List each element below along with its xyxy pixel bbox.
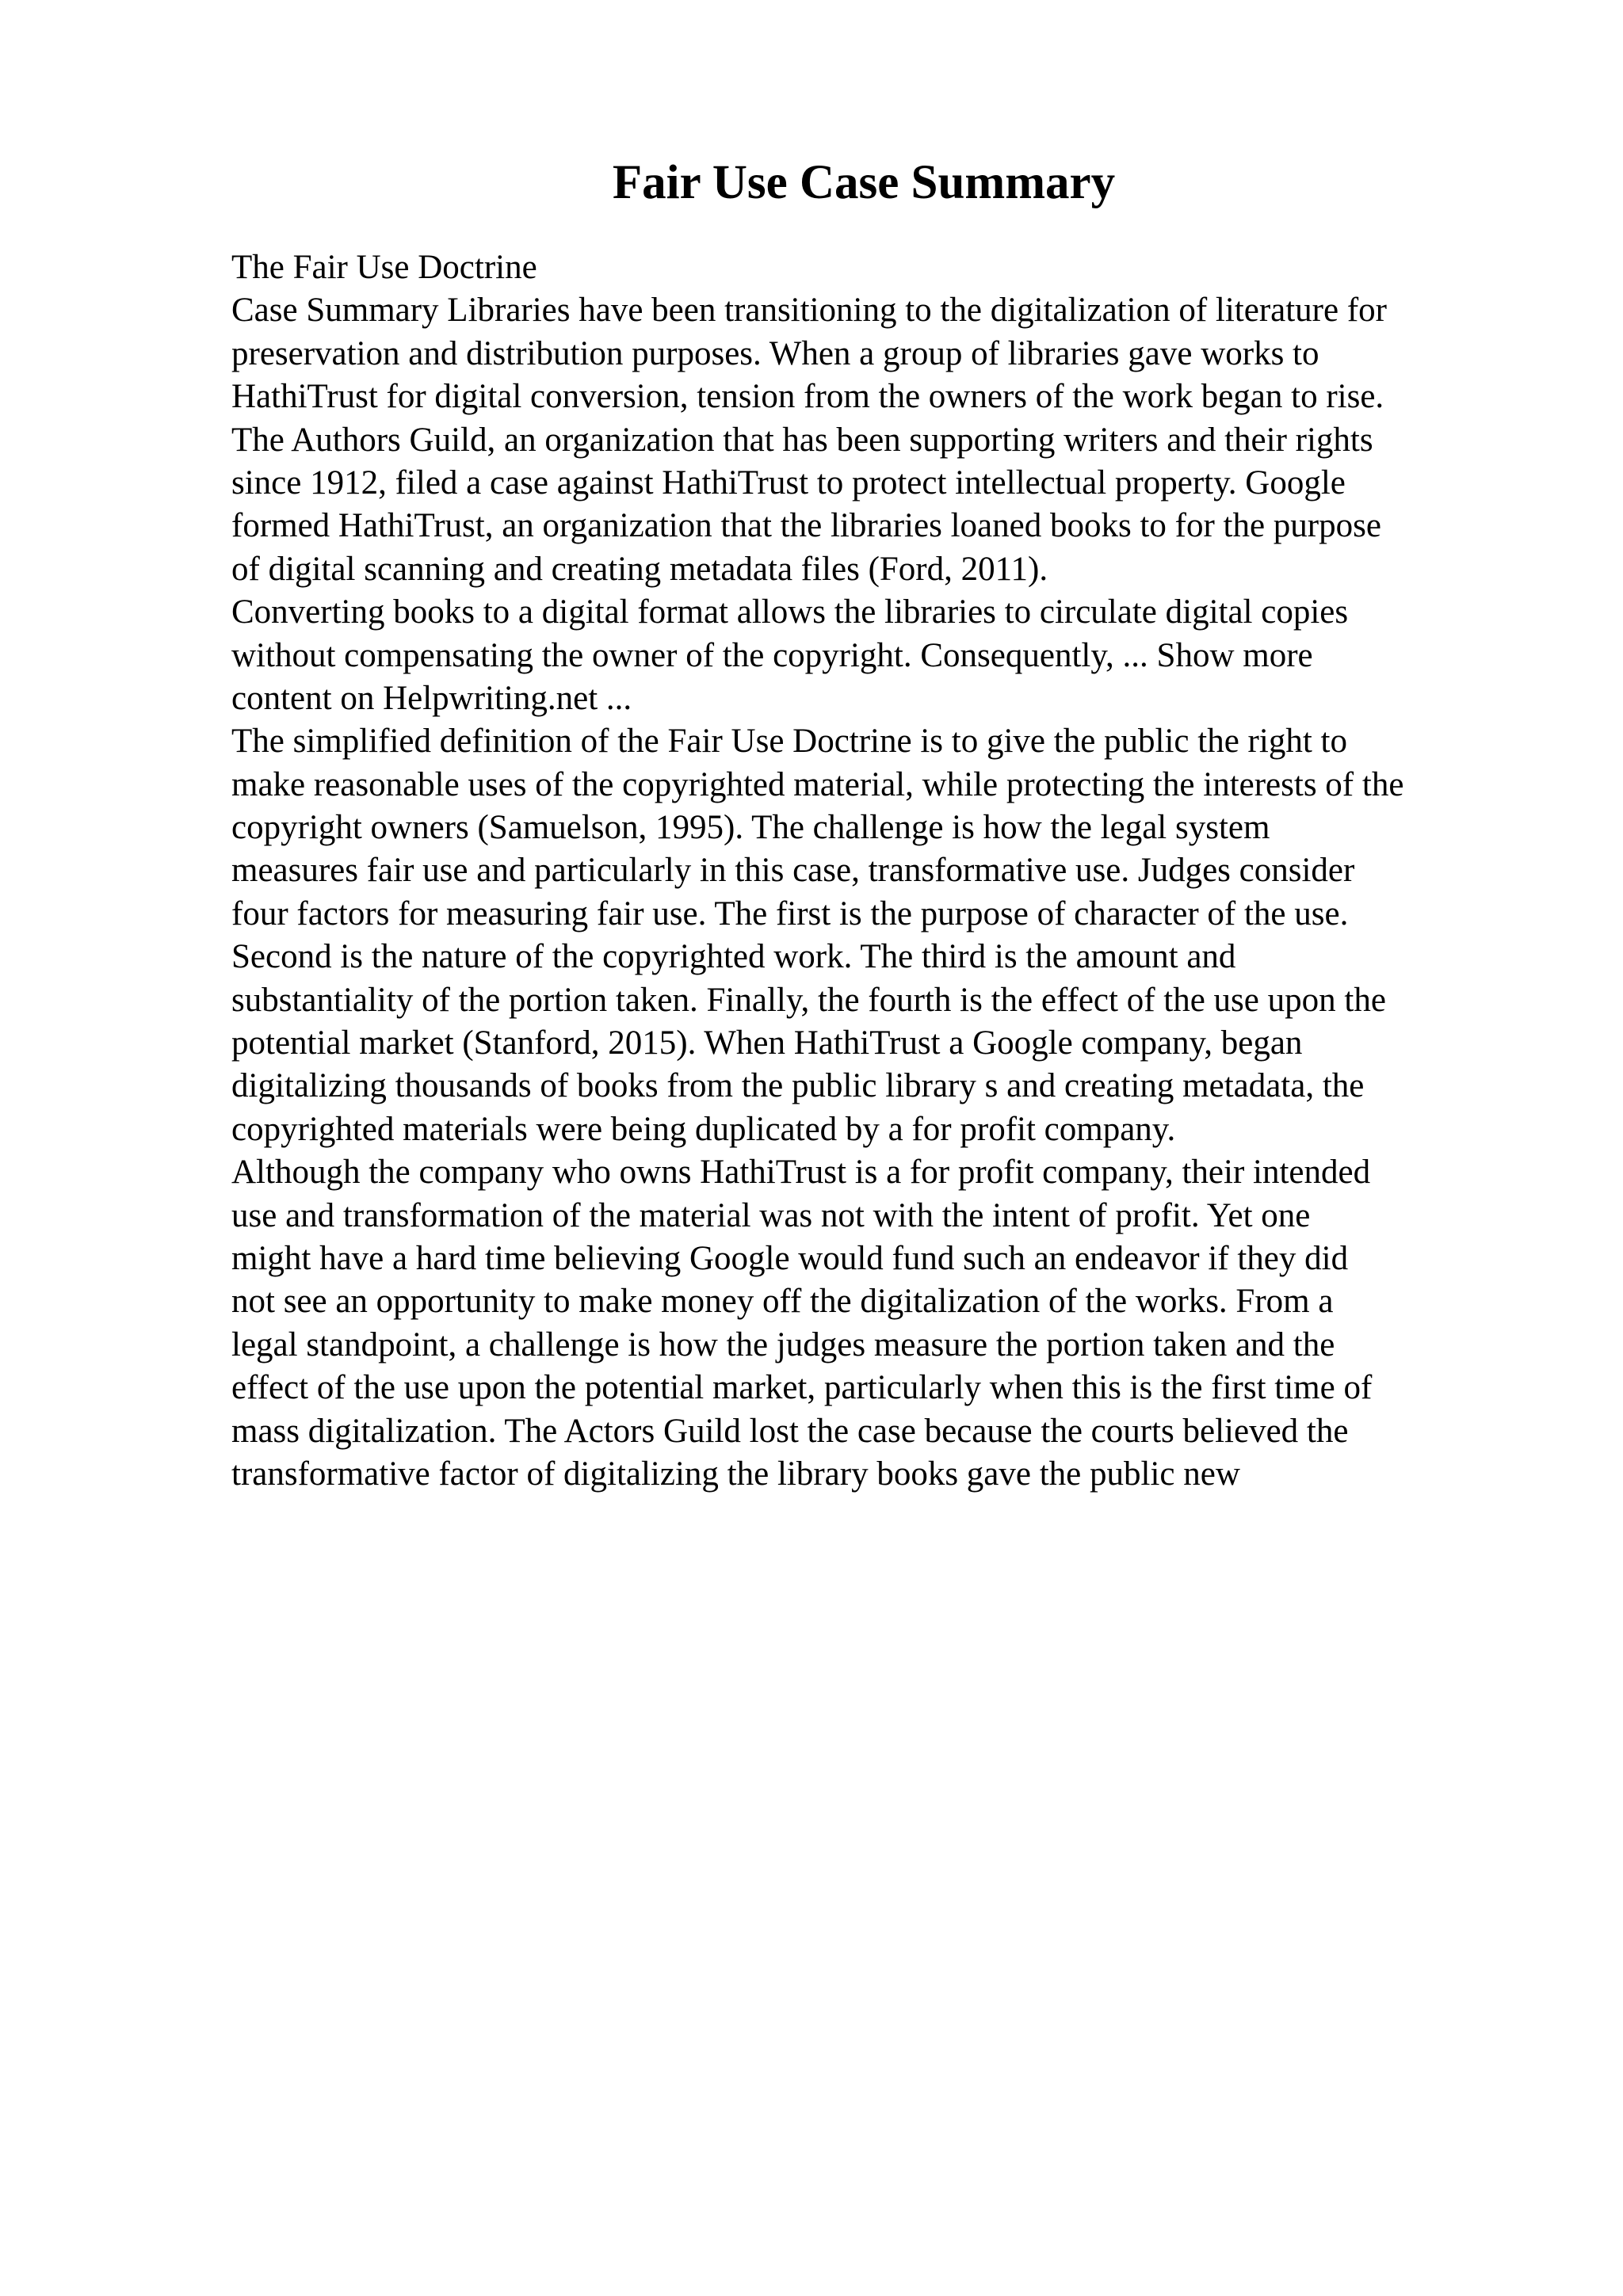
text-line: use and transformation of the material was not with the intent of profit. Yet one bbox=[231, 1196, 1311, 1234]
text-line: of digital scanning and creating metadata files (Ford, 2011). bbox=[231, 550, 1048, 588]
text-line: transformative factor of digitalizing the library books gave the public new bbox=[231, 1455, 1240, 1493]
text-line: potential market (Stanford, 2015). When HathiTrust a Google company, began bbox=[231, 1024, 1303, 1062]
text-line: not see an opportunity to make money off the digitalization of the works. From a bbox=[231, 1283, 1334, 1321]
text-line: preservation and distribution purposes. When a group of libraries gave works to bbox=[231, 334, 1319, 372]
text-line: Converting books to a digital format allows the libraries to circulate digital copies bbox=[231, 593, 1349, 631]
text-line: mass digitalization. The Actors Guild lost the case because the courts believed the bbox=[231, 1412, 1349, 1450]
text-line: might have a hard time believing Google would fund such an endeavor if they did bbox=[231, 1239, 1349, 1277]
text-line: copyright owners (Samuelson, 1995). The challenge is how the legal system bbox=[231, 809, 1270, 847]
text-line: The simplified definition of the Fair Use Doctrine is to give the public the right to bbox=[231, 723, 1347, 761]
text-line: content on Helpwriting.net ... bbox=[231, 679, 632, 717]
text-line: measures fair use and particularly in this case, transformative use. Judges consider bbox=[231, 852, 1355, 890]
text-line: legal standpoint, a challenge is how the judges measure the portion taken and the bbox=[231, 1325, 1335, 1363]
text-line: formed HathiTrust, an organization that the libraries loaned books to for the purpose bbox=[231, 507, 1381, 545]
text-line: since 1912, filed a case against HathiTrust to protect intellectual property. Google bbox=[231, 463, 1346, 502]
document-body bbox=[231, 246, 1515, 1496]
text-line: four factors for measuring fair use. The first is the purpose of character of the use. bbox=[231, 894, 1349, 933]
text-line: Although the company who owns HathiTrust is a for profit company, their intended bbox=[231, 1154, 1371, 1192]
document-title: Fair Use Case Summary bbox=[612, 156, 1116, 209]
text-line: Case Summary Libraries have been transitioning to the digitalization of literature for bbox=[231, 292, 1387, 330]
text-line: effect of the use upon the potential market, particularly when this is the first time of bbox=[231, 1369, 1373, 1407]
text-line: HathiTrust for digital conversion, tension from the owners of the work began to rise. bbox=[231, 378, 1384, 416]
text-line: copyrighted materials were being duplicated by a for profit company. bbox=[231, 1110, 1176, 1148]
text-line: substantiality of the portion taken. Finally, the fourth is the effect of the use upon the bbox=[231, 981, 1386, 1019]
text-line: make reasonable uses of the copyrighted material, while protecting the interests of the bbox=[231, 765, 1404, 803]
text-line: Second is the nature of the copyrighted work. The third is the amount and bbox=[231, 938, 1236, 976]
section-heading: The Fair Use Doctrine bbox=[231, 249, 537, 286]
text-line: without compensating the owner of the copyright. Consequently, ... Show more bbox=[231, 636, 1313, 674]
text-line: digitalizing thousands of books from the public library s and creating metadata, the bbox=[231, 1067, 1365, 1105]
text-line: The Authors Guild, an organization that has been supporting writers and their rights bbox=[231, 421, 1373, 459]
